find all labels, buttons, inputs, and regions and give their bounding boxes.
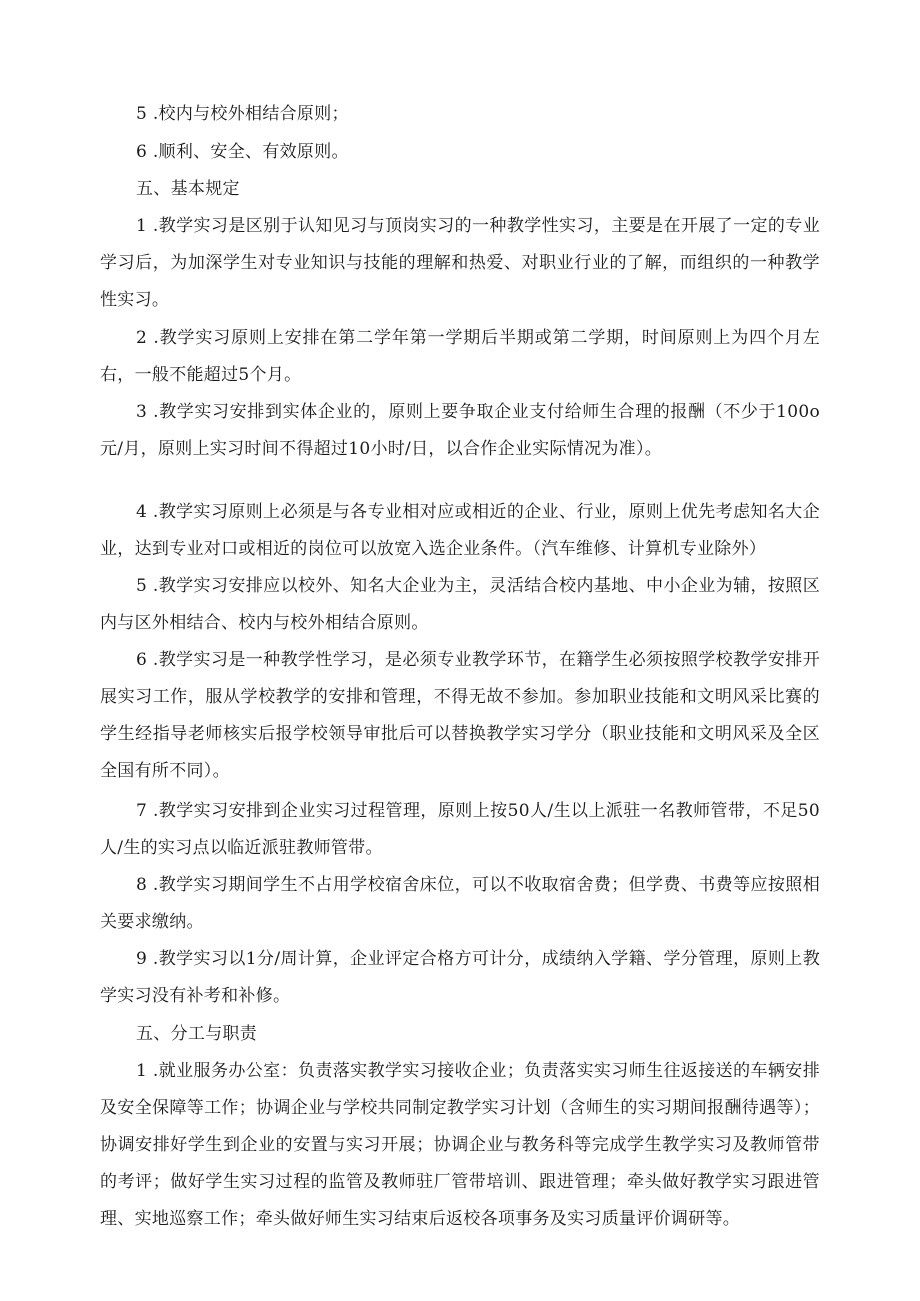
principle-item-6: 6 .顺利、安全、有效原则。: [136, 142, 349, 162]
rule-5: 5 .教学实习安排应以校外、知名大企业为主，灵活结合校内基地、中小企业为辅，按照区内与区外相结合、校内与校外相结合原则。: [100, 576, 820, 633]
rule-8: 8 .教学实习期间学生不占用学校宿舍床位，可以不收取宿舍费；但学费、书费等应按照相关要求缴纳。: [100, 875, 820, 932]
rule-2: 2 .教学实习原则上安排在第二学年第一学期后半期或第二学期，时间原则上为四个月左右，一般不能超过5个月。: [100, 328, 820, 385]
responsibility-1: 1 .就业服务办公室：负责落实教学实习接收企业；负责落实实习师生往返接送的车辆安排及安全保障等工作；协调企业与学校共同制定教学实习计划（含师生的实习期间报酬待遇等）；协调安排好学生到企业的安置与实习开展；协调企业与教务科等完成学生教学实习及教师管带的考评；做好学生实习过程的监管及教师驻厂管带培训、跟进管理；牵头做好教学实习跟进管理、实地巡察工作；牵头做好师生实习结束后返校各项事务及实习质量评价调研等。: [100, 1061, 820, 1229]
principle-item-5: 5 .校内与校外相结合原则；: [136, 104, 349, 124]
section-heading-responsibilities: 五、分工与职责: [136, 1024, 258, 1044]
rule-7: 7 .教学实习安排到企业实习过程管理，原则上按50人/生以上派驻一名教师管带，不足50人/生的实习点以临近派驻教师管带。: [100, 801, 820, 858]
rule-6: 6 .教学实习是一种教学性学习，是必须专业教学环节，在籍学生必须按照学校教学安排开展实习工作，服从学校教学的安排和管理，不得无故不参加。参加职业技能和文明风采比赛的学生经指导老师核实后报学校领导审批后可以替换教学实习学分（职业技能和文明风采及全区全国有所不同）。: [100, 650, 820, 781]
rule-4: 4 .教学实习原则上必须是与各专业相对应或相近的企业、行业，原则上优先考虑知名大企业，达到专业对口或相近的岗位可以放宽入选企业条件。（汽车维修、计算机专业除外）: [100, 502, 820, 559]
rule-9: 9 .教学实习以1分/周计算，企业评定合格方可计分，成绩纳入学籍、学分管理，原则上教学实习没有补考和补修。: [100, 949, 820, 1006]
section-heading-basic-rules: 五、基本规定: [136, 179, 240, 199]
rule-3: 3 .教学实习安排到实体企业的，原则上要争取企业支付给师生合理的报酬（不少于100o元/月，原则上实习时间不得超过10小时/日，以合作企业实际情况为准）。: [100, 402, 820, 459]
rule-1: 1 .教学实习是区别于认知见习与顶岗实习的一种教学性实习，主要是在开展了一定的专业学习后，为加深学生对专业知识与技能的理解和热爱、对职业行业的了解，而组织的一种教学性实习。: [100, 216, 820, 310]
